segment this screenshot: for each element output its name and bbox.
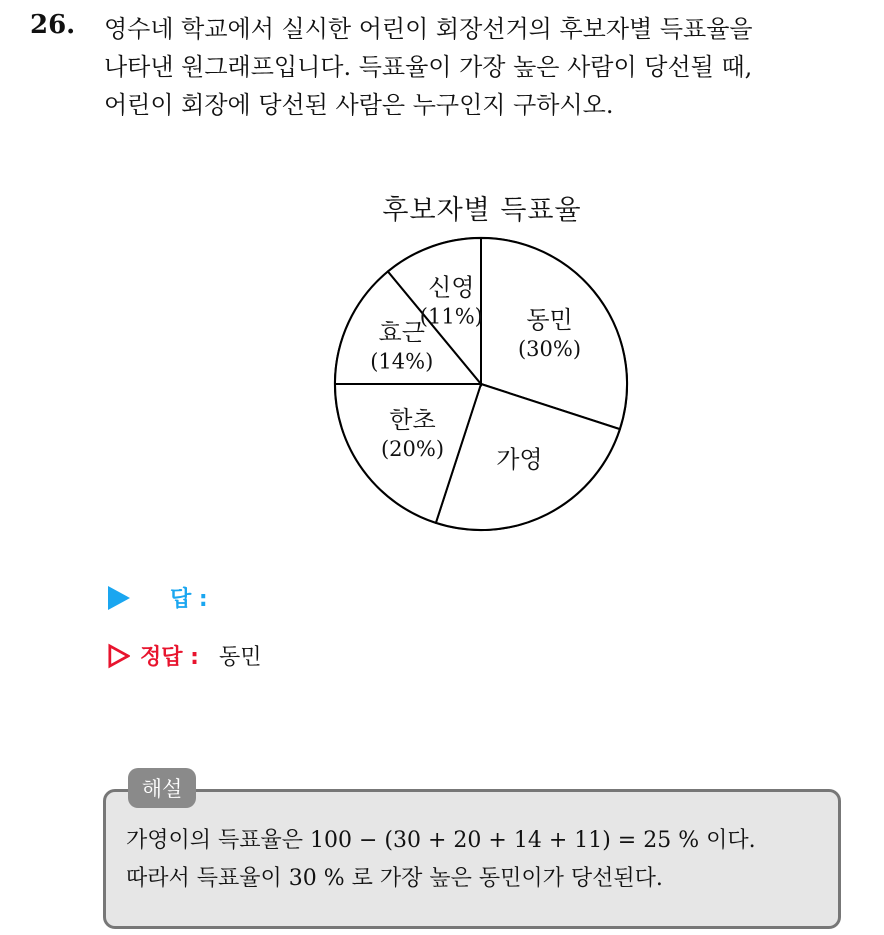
play-triangle-icon bbox=[108, 586, 130, 610]
answer-row bbox=[108, 582, 208, 613]
slice-name-label: 가영 bbox=[496, 445, 543, 474]
slice-name-label: 한초 bbox=[389, 405, 436, 434]
question-line: 어린이 회장에 당선된 사람은 누구인지 구하시오. bbox=[104, 91, 614, 119]
explanation-line: 가영이의 득표율은 100 − (30 + 20 + 14 + 11) = 25 % 이다. bbox=[126, 828, 756, 853]
slice-percent-label: (30%) bbox=[517, 337, 582, 362]
correct-answer-label: 정답 : bbox=[140, 645, 199, 670]
answer-label: 답 : bbox=[170, 587, 208, 612]
slice-percent-label: (11%) bbox=[419, 304, 483, 329]
question-line: 나타낸 원그래프입니다. 득표율이 가장 높은 사람이 당선될 때, bbox=[104, 53, 753, 81]
chart-title: 후보자별 득표율 bbox=[382, 195, 582, 226]
slice-percent-label: (20%) bbox=[380, 436, 445, 461]
correct-answer-value: 동민 bbox=[218, 645, 262, 670]
correct-answer-row bbox=[108, 640, 261, 671]
outline-triangle-icon bbox=[108, 643, 130, 669]
slice-name-label: 동민 bbox=[526, 306, 573, 335]
question-line: 영수네 학교에서 실시한 어린이 회장선거의 후보자별 득표율을 bbox=[104, 15, 753, 43]
explanation-tag: 해설 bbox=[128, 768, 196, 808]
explanation-text bbox=[126, 822, 756, 898]
slice-name-label: 신영 bbox=[428, 273, 475, 302]
question-text bbox=[104, 10, 864, 124]
pie-chart bbox=[326, 232, 636, 542]
explanation-line: 따라서 득표율이 30 % 로 가장 높은 동민이가 당선된다. bbox=[126, 866, 663, 891]
slice-name-label: 효근 bbox=[378, 318, 425, 347]
slice-percent-label: (14%) bbox=[370, 349, 434, 374]
question-number: 26. bbox=[30, 10, 76, 40]
